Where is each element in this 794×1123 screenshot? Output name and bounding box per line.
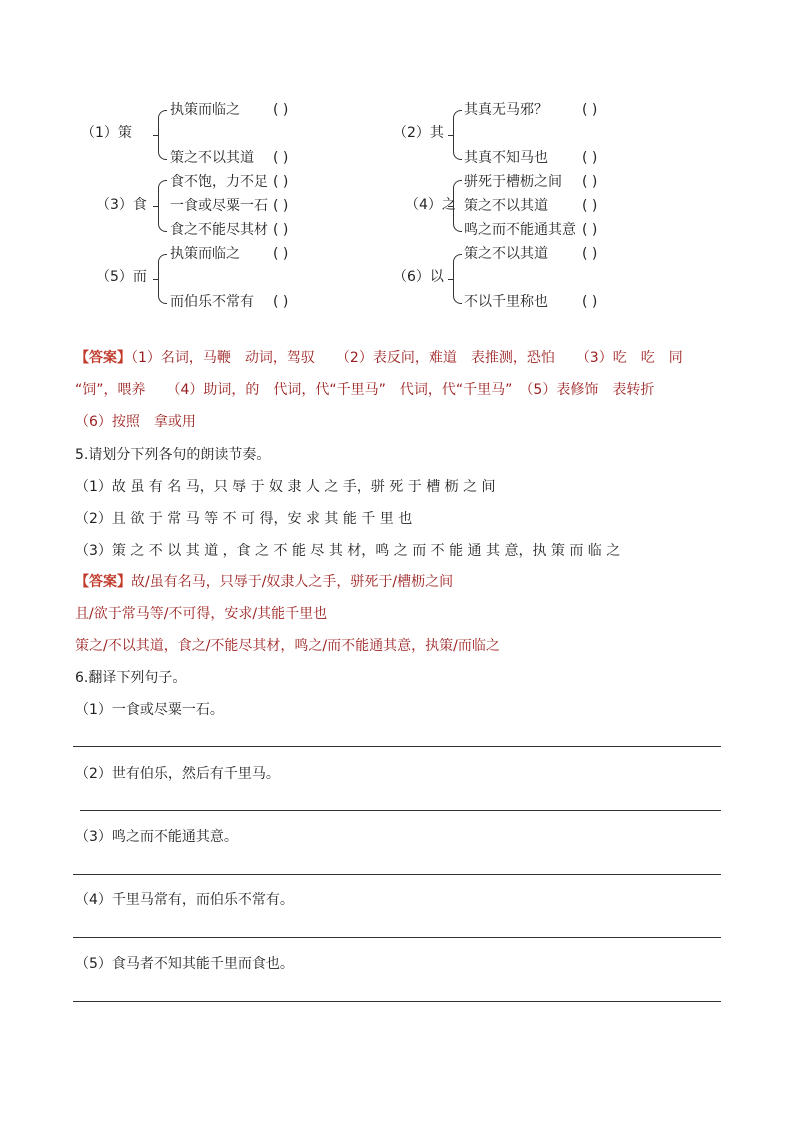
answer-line bbox=[75, 349, 683, 367]
answer-text: “饲”，喂养 （4）助词，的 代词，代“千里马” 代词，代“千里马” （5）表修饰 表转折 bbox=[75, 382, 655, 398]
brace bbox=[158, 254, 167, 304]
answer-blank[interactable]: ( ) bbox=[273, 246, 289, 262]
answer-blank[interactable]: ( ) bbox=[582, 198, 598, 214]
group-item: 鸣之而不能通其意 bbox=[464, 222, 576, 238]
group-item: 一食或尽粟一石 bbox=[170, 198, 268, 214]
translate-item: （5）食马者不知其能千里而食也。 bbox=[75, 956, 294, 972]
answer-blank[interactable]: ( ) bbox=[273, 102, 289, 118]
question-title: 6.翻译下列句子。 bbox=[75, 670, 187, 686]
group-item: 策之不以其道 bbox=[170, 150, 254, 166]
answer-line-blank[interactable] bbox=[73, 1001, 721, 1002]
group-head: （5）而 bbox=[96, 269, 147, 285]
answer-text: 故/虽有名马，只辱于/奴隶人之手，骈死于/槽枥之间 bbox=[131, 574, 454, 590]
brace bbox=[453, 180, 462, 232]
group-item: 执策而临之 bbox=[170, 102, 240, 118]
answer-blank[interactable]: ( ) bbox=[582, 294, 598, 310]
answer-line-blank[interactable] bbox=[73, 746, 721, 747]
group-item: 食之不能尽其材 bbox=[170, 222, 268, 238]
group-item: 策之不以其道 bbox=[464, 198, 548, 214]
rhythm-sentence: （1）故 虽 有 名 马，只 辱 于 奴 隶 人 之 手，骈 死 于 槽 枥 之 间 bbox=[75, 479, 496, 495]
answer-blank[interactable]: ( ) bbox=[582, 102, 598, 118]
answer-text: 且/欲于常马等/不可得，安求/其能千里也 bbox=[75, 606, 328, 622]
translate-item: （1）一食或尽粟一石。 bbox=[75, 702, 224, 718]
answer-line-blank[interactable] bbox=[80, 810, 721, 811]
answer-text: （1）名词，马鞭 动词，驾驭 （2）表反问，难道 表推测，恐怕 （3）吃 吃 同 bbox=[131, 350, 683, 366]
brace bbox=[453, 254, 462, 304]
answer-blank[interactable]: ( ) bbox=[582, 150, 598, 166]
answer-blank[interactable]: ( ) bbox=[582, 222, 598, 238]
answer-text: （6）按照 拿或用 bbox=[75, 414, 196, 430]
brace bbox=[158, 180, 167, 232]
group-item: 执策而临之 bbox=[170, 246, 240, 262]
answer-line-blank[interactable] bbox=[73, 874, 721, 875]
brace bbox=[158, 110, 167, 160]
answer-blank[interactable]: ( ) bbox=[582, 174, 598, 190]
answer-tag: 【答案】 bbox=[75, 574, 131, 590]
answer-blank[interactable]: ( ) bbox=[273, 198, 289, 214]
answer-line bbox=[75, 573, 453, 591]
brace bbox=[453, 110, 462, 160]
question-title: 5.请划分下列各句的朗读节奏。 bbox=[75, 447, 271, 463]
answer-blank[interactable]: ( ) bbox=[273, 222, 289, 238]
group-item: 而伯乐不常有 bbox=[170, 294, 254, 310]
answer-blank[interactable]: ( ) bbox=[273, 294, 289, 310]
answer-text: 策之/不以其道，食之/不能尽其材，鸣之/而不能通其意，执策/而临之 bbox=[75, 638, 500, 654]
group-item: 策之不以其道 bbox=[464, 246, 548, 262]
answer-blank[interactable]: ( ) bbox=[273, 174, 289, 190]
group-item: 骈死于槽枥之间 bbox=[464, 174, 562, 190]
answer-blank[interactable]: ( ) bbox=[273, 150, 289, 166]
group-head: （6）以 bbox=[393, 269, 444, 285]
answer-line-blank[interactable] bbox=[73, 937, 721, 938]
answer-tag: 【答案】 bbox=[75, 350, 131, 366]
group-head: （1）策 bbox=[81, 125, 132, 141]
answer-blank[interactable]: ( ) bbox=[582, 246, 598, 262]
group-head: （3）食 bbox=[96, 197, 147, 213]
group-item: 食不饱，力不足 bbox=[170, 174, 268, 190]
group-item: 其真无马邪？ bbox=[464, 102, 548, 118]
rhythm-sentence: （2）且 欲 于 常 马 等 不 可 得，安 求 其 能 千 里 也 bbox=[75, 511, 413, 527]
group-head: （4）之 bbox=[405, 197, 456, 213]
translate-item: （4）千里马常有，而伯乐不常有。 bbox=[75, 892, 294, 908]
rhythm-sentence: （3）策 之 不 以 其 道 ，食 之 不 能 尽 其 材，鸣 之 而 不 能 通 其 意，执 策 而 临 之 bbox=[75, 543, 621, 559]
translate-item: （2）世有伯乐，然后有千里马。 bbox=[75, 766, 280, 782]
group-head: （2）其 bbox=[393, 125, 444, 141]
group-item: 不以千里称也 bbox=[464, 294, 548, 310]
translate-item: （3）鸣之而不能通其意。 bbox=[75, 829, 238, 845]
group-item: 其真不知马也 bbox=[464, 150, 548, 166]
